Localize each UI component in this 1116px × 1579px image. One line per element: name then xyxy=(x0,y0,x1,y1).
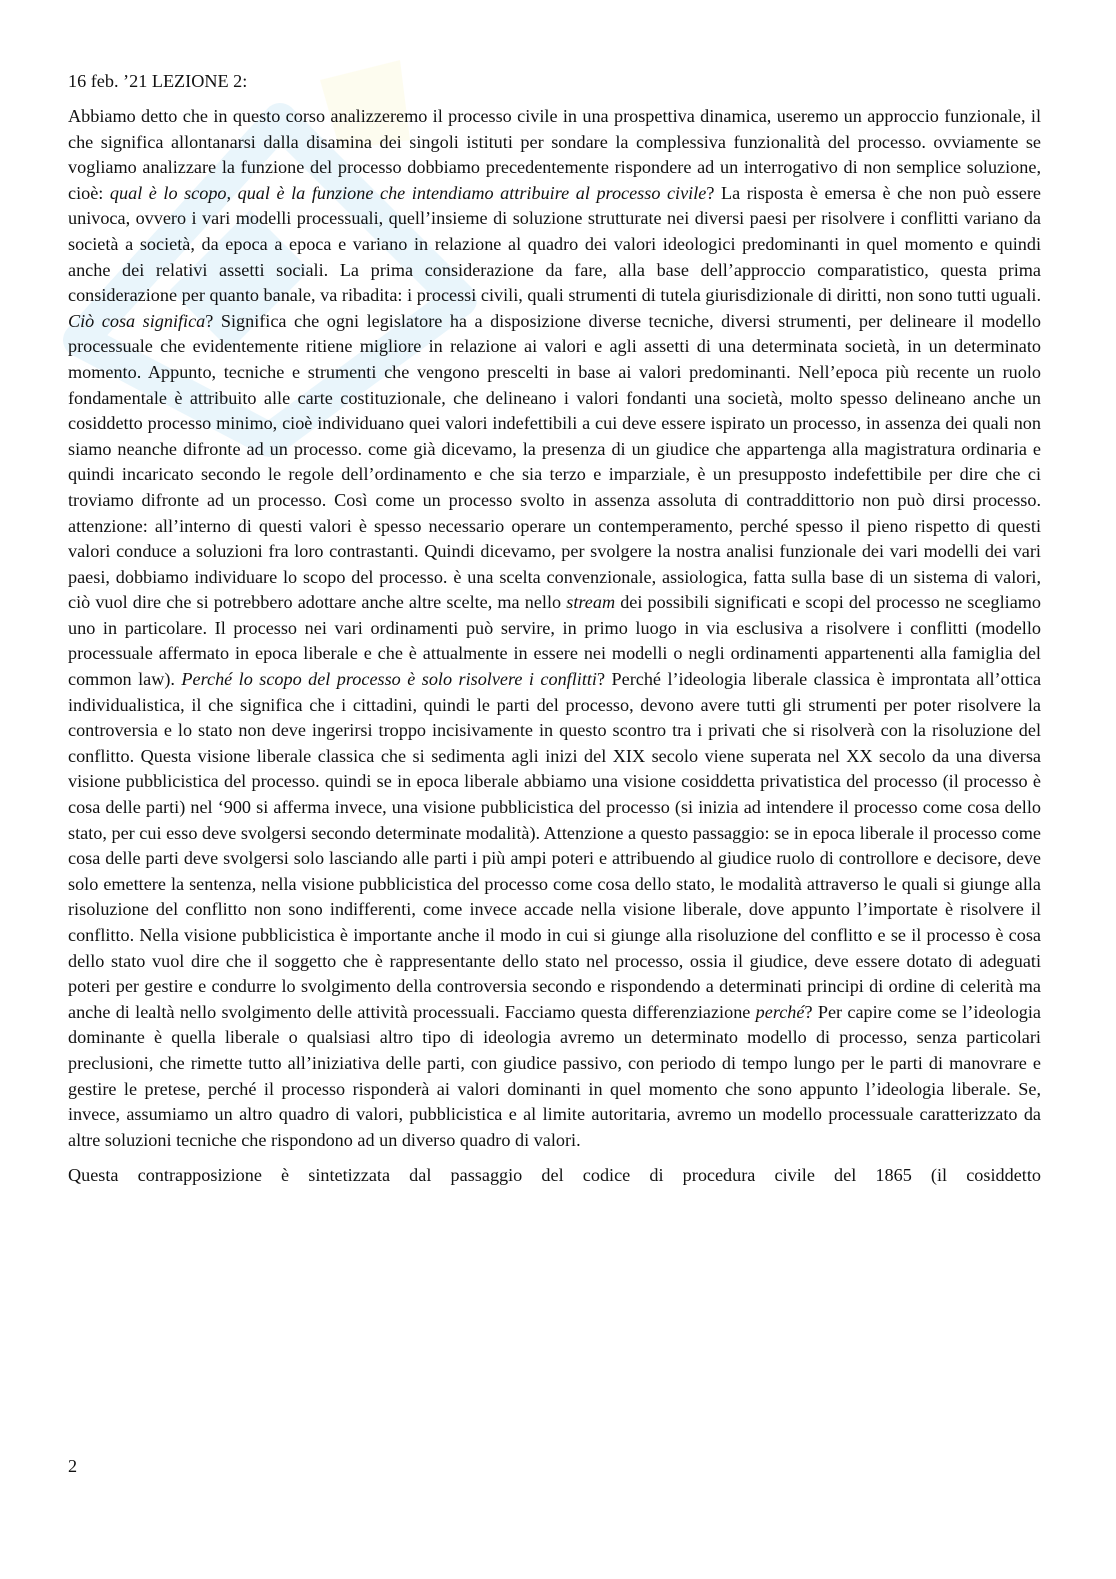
italic-phrase: stream xyxy=(566,592,616,613)
body-paragraph-2: Questa contrapposizione è sintetizzata dal passaggio del codice di procedura civile del 1865 (il cosiddetto xyxy=(68,1165,1041,1186)
lesson-heading: 16 feb. ’21 LEZIONE 2: xyxy=(68,71,248,91)
text-run: ? Perché l’ideologia liberale classica è improntata all’ottica individualistica, il che significa che i cittadini, quindi le parti del processo, devono avere tutti gli strumenti per poter risolvere la controversia e lo stato non deve ingerirsi troppo incisivamente in questo scontro tra i privati che si risolverà con la risoluzione del conflitto. Questa visione liberale classica che si sedimenta agli inizi del XIX secolo viene superata nel XX secolo da una diversa visione pubblicistica del processo. quindi se in epoca liberale abbiamo una visione cosiddetta privatistica del processo (il processo è cosa delle parti) nel ‘900 si afferma invece, una visione pubblicistica del processo (si inizia ad intendere il processo come cosa dello stato, per cui esso deve svolgersi secondo determinate modalità). Attenzione a questo passaggio: se in epoca liberale il processo come cosa delle parti deve svolgersi solo lasciando alle parti i più ampi poteri e attribuendo al giudice ruolo di controllore e decisore, deve solo emettere la sentenza, nella visione pubblicistica del processo come cosa dello stato, le modalità attraverso le quali si giunge alla risoluzione del conflitto non sono indifferenti, come invece accade nella visione liberale, dove appunto l’importate è risolvere il conflitto. Nella visione pubblicistica è importante anche il modo in cui si giunge alla risoluzione del conflitto e se il processo è cosa dello stato vuol dire che il soggetto che è rappresentante dello stato nel processo, ossia il giudice, deve essere dotato di adeguati poteri per gestire e condurre lo svolgimento della controversia secondo e rispondendo a determinati principi di ordine di celerità ma anche di lealtà nello svolgimento delle attività processuali. Facciamo questa differenziazione xyxy=(68,669,1042,1022)
body-paragraph-1 xyxy=(68,104,1041,1153)
text-run: ? La risposta è emersa è che non può essere univoca, ovvero i vari modelli processuali, quell’insieme di soluzione strutturate nei diversi paesi per risolvere i conflitti variano da società a società, da epoca a epoca e variano in relazione al quadro dei valori ideologici predominanti in quel momento e quindi anche dei relativi assetti sociali. La prima considerazione da fare, alla base dell’approccio comparatistico, questa prima considerazione per quanto banale, va ribadita: i processi civili, quali strumenti di tutela giurisdizionale di diritti, non sono tutti uguali. xyxy=(68,182,1041,306)
text-run: ? Per capire come se l’ideologia dominante è quella liberale o qualsiasi altro tipo di ideologia avremo un determinato modello di processo, senza particolari preclusioni, che rimette tutto all’iniziativa delle parti, con giudice passivo, con periodo di tempo lungo per le parti di manovrare e gestire le pretese, perché il processo risponderà ai valori dominanti in quel momento che sono appunto l’ideologia liberale. Se, invece, assumiamo un altro quadro di valori, pubblicistica e al limite autoritaria, avremo un modello processuale caratterizzato da altre soluzioni tecniche che rispondono ad un diverso quadro di valori. xyxy=(68,1001,1042,1150)
text-run: dei possibili significati e scopi del processo ne scegliamo uno in particolare. Il processo nei vari ordinamenti può servire, in primo luogo in via esclusiva a risolvere i conflitti (modello processuale affermato in epoca liberale e che è attualmente in essere nei modelli o negli ordinamenti appartenenti alla famiglia del common law). xyxy=(68,592,1042,690)
italic-phrase: Ciò cosa significa xyxy=(68,310,206,331)
italic-phrase: Perché lo scopo del processo è solo risolvere i conflitti xyxy=(181,669,597,690)
text-run: Abbiamo detto che in questo corso analizzeremo il processo civile in una prospettiva dinamica, useremo un approccio funzionale, il che significa allontanarsi dalla disamina dei singoli istituti per sondare la complessiva funzionalità del processo. ovviamente se vogliamo analizzare la funzione del processo dobbiamo precedentemente rispondere ad un interrogativo di non semplice soluzione, cioè: xyxy=(68,106,1041,203)
italic-phrase: perché xyxy=(755,1001,805,1022)
text-run: ? Significa che ogni legislatore ha a disposizione diverse tecniche, diversi strumenti, per delineare il modello processuale che evidentemente ritiene migliore in relazione ai valori e agli assetti di una determinata società, in un determinato momento. Appunto, tecniche e strumenti che vengono prescelti in base ai valori predominanti. Nell’epoca più recente un ruolo fondamentale è attribuito alle carte costituzionale, che delineano i valori fondanti una società, molto spesso delineano anche un cosiddetto processo minimo, cioè individuano quei valori indefettibili a cui deve essere ispirato un processo, in assenza dei quali non siamo neanche difronte ad un processo. come già dicevamo, la presenza di un giudice che appartenga alla magistratura ordinaria e quindi incaricato secondo le regole dell’ordinamento e che sia terzo e imparziale, è un presupposto indefettibile per dire che ci troviamo difronte ad un processo. Così come un processo svolto in assenza assoluta di contraddittorio non può dirsi processo. attenzione: all’interno di questi valori è spesso necessario operare un contemperamento, perché spesso il pieno rispetto di questi valori conduce a soluzioni fra loro contrastanti. Quindi dicevamo, per svolgere la nostra analisi funzionale dei vari modelli dei vari paesi, dobbiamo individuare lo scopo del processo. è una scelta convenzionale, assiologica, fatta sulla base di un sistema di valori, ciò vuol dire che si potrebbero adottare anche altre scelte, ma nello xyxy=(68,310,1041,613)
page-number: 2 xyxy=(68,1456,78,1476)
document-page xyxy=(68,68,1041,1189)
italic-phrase: qual è lo scopo, qual è la funzione che intendiamo attribuire al processo civile xyxy=(109,182,707,203)
